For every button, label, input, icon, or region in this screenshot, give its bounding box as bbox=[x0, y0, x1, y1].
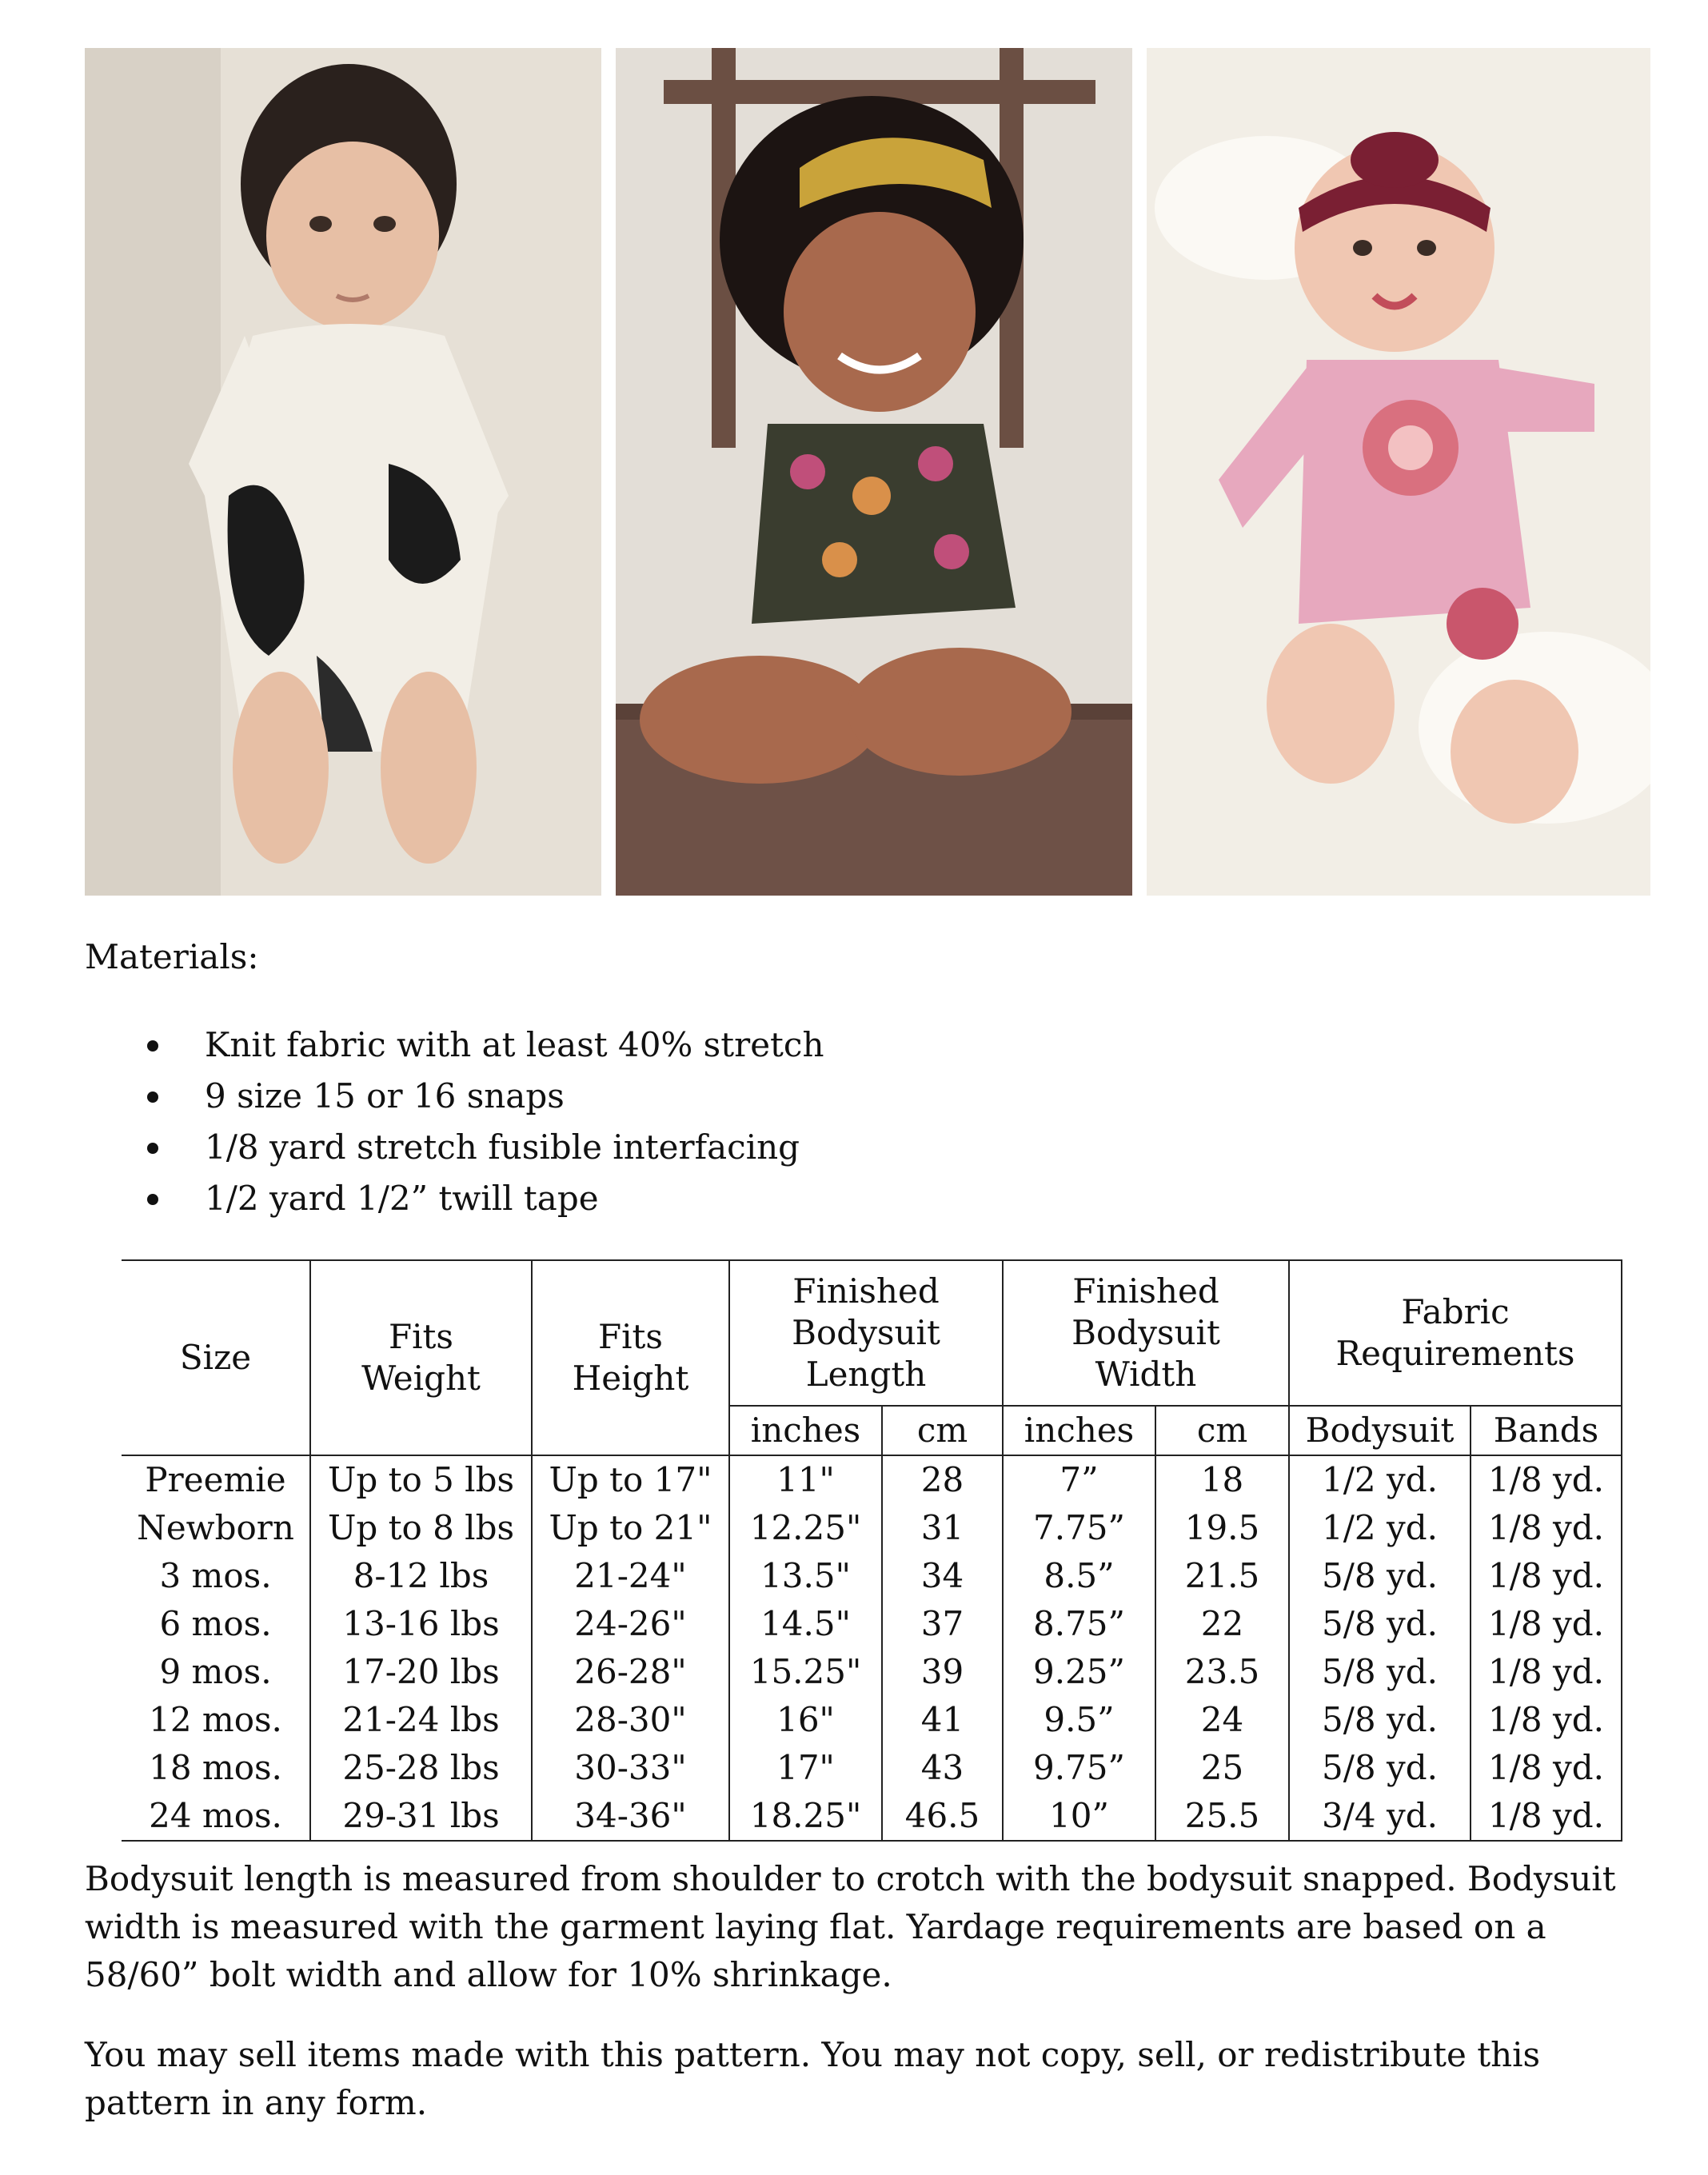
cell-len-cm: 31 bbox=[882, 1504, 1003, 1552]
subheader-length-inches: inches bbox=[729, 1406, 882, 1455]
materials-list bbox=[85, 1020, 824, 1224]
cell-size: Newborn bbox=[122, 1504, 310, 1552]
cell-bodysuit: 5/8 yd. bbox=[1289, 1552, 1471, 1600]
cell-bodysuit: 1/2 yd. bbox=[1289, 1455, 1471, 1504]
header-finished-width: Finished Bodysuit Width bbox=[1003, 1260, 1289, 1406]
materials-item: Knit fabric with at least 40% stretch bbox=[85, 1020, 824, 1071]
cell-bodysuit: 1/2 yd. bbox=[1289, 1504, 1471, 1552]
table-row bbox=[122, 1648, 1622, 1696]
cell-bodysuit: 5/8 yd. bbox=[1289, 1648, 1471, 1696]
cell-size: 3 mos. bbox=[122, 1552, 310, 1600]
table-row bbox=[122, 1552, 1622, 1600]
table-row bbox=[122, 1792, 1622, 1841]
cell-height: Up to 17" bbox=[532, 1455, 729, 1504]
cell-weight: 29-31 lbs bbox=[310, 1792, 532, 1841]
cell-wid-cm: 25.5 bbox=[1155, 1792, 1289, 1841]
cell-height: 26-28" bbox=[532, 1648, 729, 1696]
cell-wid-in: 8.5” bbox=[1003, 1552, 1155, 1600]
materials-item: 1/2 yard 1/2” twill tape bbox=[85, 1173, 824, 1224]
cell-wid-in: 9.5” bbox=[1003, 1696, 1155, 1744]
cell-len-in: 15.25" bbox=[729, 1648, 882, 1696]
subheader-fabric-bands: Bands bbox=[1471, 1406, 1622, 1455]
cell-len-in: 12.25" bbox=[729, 1504, 882, 1552]
license-note: You may sell items made with this pattern. You may not copy, sell, or redistribute this pattern in any form. bbox=[85, 2035, 1541, 2122]
toddler-floral-bodysuit-photo bbox=[616, 48, 1132, 896]
cell-bodysuit: 5/8 yd. bbox=[1289, 1696, 1471, 1744]
cell-wid-cm: 21.5 bbox=[1155, 1552, 1289, 1600]
baby-tie-dye-bodysuit-photo bbox=[85, 48, 601, 896]
cell-len-in: 16" bbox=[729, 1696, 882, 1744]
cell-weight: 21-24 lbs bbox=[310, 1696, 532, 1744]
photo-strip bbox=[85, 48, 1650, 896]
cell-len-cm: 43 bbox=[882, 1744, 1003, 1792]
cell-wid-cm: 22 bbox=[1155, 1600, 1289, 1648]
cell-wid-in: 8.75” bbox=[1003, 1600, 1155, 1648]
subheader-length-cm: cm bbox=[882, 1406, 1003, 1455]
cell-wid-cm: 19.5 bbox=[1155, 1504, 1289, 1552]
cell-size: 6 mos. bbox=[122, 1600, 310, 1648]
cell-height: 28-30" bbox=[532, 1696, 729, 1744]
cell-size: 18 mos. bbox=[122, 1744, 310, 1792]
cell-len-cm: 46.5 bbox=[882, 1792, 1003, 1841]
cell-wid-cm: 18 bbox=[1155, 1455, 1289, 1504]
cell-wid-cm: 25 bbox=[1155, 1744, 1289, 1792]
table-row bbox=[122, 1504, 1622, 1552]
cell-len-in: 18.25" bbox=[729, 1792, 882, 1841]
cell-size: 12 mos. bbox=[122, 1696, 310, 1744]
cell-len-cm: 39 bbox=[882, 1648, 1003, 1696]
cell-wid-in: 7” bbox=[1003, 1455, 1155, 1504]
table-row bbox=[122, 1600, 1622, 1648]
cell-len-in: 13.5" bbox=[729, 1552, 882, 1600]
header-fits-weight: Fits Weight bbox=[310, 1260, 532, 1455]
cell-height: 30-33" bbox=[532, 1744, 729, 1792]
cell-bands: 1/8 yd. bbox=[1471, 1455, 1622, 1504]
cell-weight: 8-12 lbs bbox=[310, 1552, 532, 1600]
table-row bbox=[122, 1455, 1622, 1504]
cell-weight: 13-16 lbs bbox=[310, 1600, 532, 1648]
header-size: Size bbox=[122, 1260, 310, 1455]
table-row bbox=[122, 1744, 1622, 1792]
cell-len-in: 14.5" bbox=[729, 1600, 882, 1648]
table-row bbox=[122, 1696, 1622, 1744]
cell-len-in: 11" bbox=[729, 1455, 882, 1504]
cell-weight: 25-28 lbs bbox=[310, 1744, 532, 1792]
measurement-note: Bodysuit length is measured from shoulder to crotch with the bodysuit snapped. Bodysuit width is measured with the garment laying flat. Yardage requirements are based on a 58/60” bolt width and allow for 10% shrinkage. bbox=[85, 1859, 1616, 1994]
cell-bands: 1/8 yd. bbox=[1471, 1504, 1622, 1552]
cell-bands: 1/8 yd. bbox=[1471, 1744, 1622, 1792]
cell-weight: Up to 8 lbs bbox=[310, 1504, 532, 1552]
cell-size: 9 mos. bbox=[122, 1648, 310, 1696]
header-fabric-requirements: Fabric Requirements bbox=[1289, 1260, 1622, 1406]
size-chart-body bbox=[122, 1455, 1622, 1841]
subheader-fabric-bodysuit: Bodysuit bbox=[1289, 1406, 1471, 1455]
cell-weight: Up to 5 lbs bbox=[310, 1455, 532, 1504]
cell-wid-in: 10” bbox=[1003, 1792, 1155, 1841]
cell-height: 34-36" bbox=[532, 1792, 729, 1841]
cell-bodysuit: 3/4 yd. bbox=[1289, 1792, 1471, 1841]
cell-len-cm: 28 bbox=[882, 1455, 1003, 1504]
cell-len-cm: 37 bbox=[882, 1600, 1003, 1648]
cell-weight: 17-20 lbs bbox=[310, 1648, 532, 1696]
cell-wid-cm: 24 bbox=[1155, 1696, 1289, 1744]
header-fits-height: Fits Height bbox=[532, 1260, 729, 1455]
cell-wid-in: 7.75” bbox=[1003, 1504, 1155, 1552]
cell-len-in: 17" bbox=[729, 1744, 882, 1792]
baby-pink-floral-bodysuit-photo bbox=[1147, 48, 1650, 896]
materials-item: 1/8 yard stretch fusible interfacing bbox=[85, 1122, 824, 1173]
cell-size: 24 mos. bbox=[122, 1792, 310, 1841]
size-chart-table bbox=[122, 1259, 1622, 1842]
cell-height: 21-24" bbox=[532, 1552, 729, 1600]
subheader-width-cm: cm bbox=[1155, 1406, 1289, 1455]
cell-bands: 1/8 yd. bbox=[1471, 1600, 1622, 1648]
cell-bodysuit: 5/8 yd. bbox=[1289, 1744, 1471, 1792]
cell-wid-in: 9.25” bbox=[1003, 1648, 1155, 1696]
cell-bands: 1/8 yd. bbox=[1471, 1792, 1622, 1841]
cell-bands: 1/8 yd. bbox=[1471, 1552, 1622, 1600]
cell-height: 24-26" bbox=[532, 1600, 729, 1648]
cell-len-cm: 41 bbox=[882, 1696, 1003, 1744]
cell-wid-in: 9.75” bbox=[1003, 1744, 1155, 1792]
cell-height: Up to 21" bbox=[532, 1504, 729, 1552]
cell-bands: 1/8 yd. bbox=[1471, 1696, 1622, 1744]
cell-size: Preemie bbox=[122, 1455, 310, 1504]
cell-bands: 1/8 yd. bbox=[1471, 1648, 1622, 1696]
subheader-width-inches: inches bbox=[1003, 1406, 1155, 1455]
cell-len-cm: 34 bbox=[882, 1552, 1003, 1600]
materials-item: 9 size 15 or 16 snaps bbox=[85, 1071, 824, 1122]
header-finished-length: Finished Bodysuit Length bbox=[729, 1260, 1003, 1406]
cell-bodysuit: 5/8 yd. bbox=[1289, 1600, 1471, 1648]
cell-wid-cm: 23.5 bbox=[1155, 1648, 1289, 1696]
materials-heading: Materials: bbox=[85, 937, 259, 976]
